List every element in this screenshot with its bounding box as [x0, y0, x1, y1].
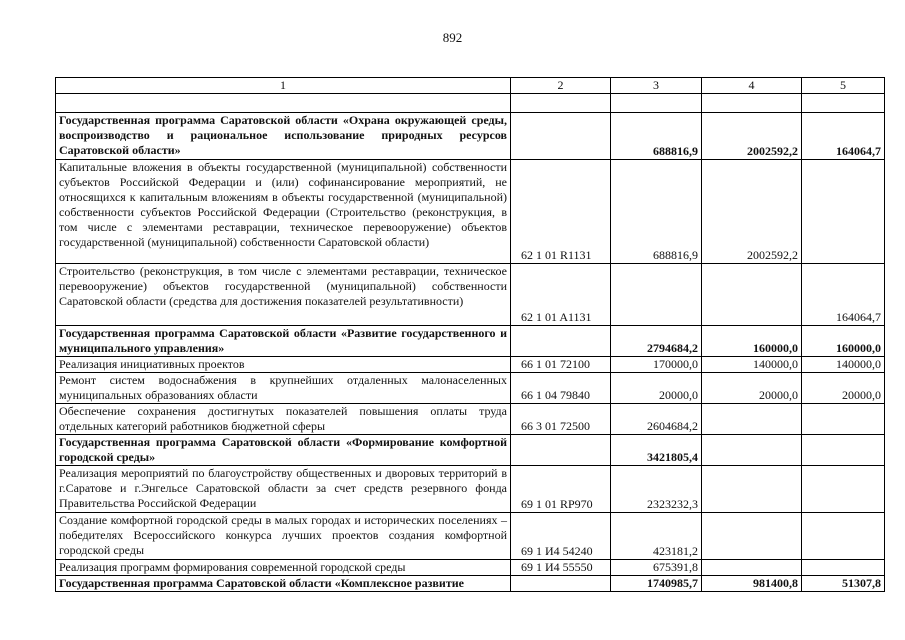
row-value-col4: 981400,8 [702, 576, 802, 592]
row-value-col3: 688816,9 [611, 160, 702, 264]
table-row [56, 466, 885, 513]
row-value-col4: 20000,0 [702, 373, 802, 404]
row-description: Государственная программа Саратовской области «Охрана окружающей среды, воспроизводство и рациональное использование природных ресурсов Саратовской области» [56, 113, 511, 160]
row-code [511, 435, 611, 466]
column-header: 1 [56, 78, 511, 94]
row-value-col3: 2794684,2 [611, 326, 702, 357]
row-description: Государственная программа Саратовской области «Развитие государственного и муниципального управления» [56, 326, 511, 357]
row-value-col5: 160000,0 [802, 326, 885, 357]
row-description: Реализация программ формирования современной городской среды [56, 560, 511, 576]
column-header: 5 [802, 78, 885, 94]
row-value-col3: 2323232,3 [611, 466, 702, 513]
row-code [511, 113, 611, 160]
row-value-col3: 2604684,2 [611, 404, 702, 435]
row-value-col5 [802, 560, 885, 576]
row-value-col5 [802, 435, 885, 466]
table-row [56, 264, 885, 326]
row-code: 62 1 01 R1131 [511, 160, 611, 264]
row-value-col3: 20000,0 [611, 373, 702, 404]
row-description: Реализация инициативных проектов [56, 357, 511, 373]
row-value-col5: 20000,0 [802, 373, 885, 404]
row-value-col5 [802, 160, 885, 264]
table-row [56, 513, 885, 560]
program-row [56, 326, 885, 357]
spacer-row [56, 94, 885, 113]
row-code: 69 1 И4 55550 [511, 560, 611, 576]
row-value-col3: 675391,8 [611, 560, 702, 576]
row-value-col3: 688816,9 [611, 113, 702, 160]
program-row [56, 435, 885, 466]
row-code: 66 3 01 72500 [511, 404, 611, 435]
row-value-col3: 1740985,7 [611, 576, 702, 592]
row-code: 69 1 И4 54240 [511, 513, 611, 560]
row-value-col4 [702, 404, 802, 435]
row-description: Капитальные вложения в объекты государственной (муниципальной) собственности субъектов Российской Федерации и (или) софинансирование мероприятий, не относящихся к капитальным вложениям в объекты государственной (муниципальной) собственности субъектов Российской Федерации (Строительство (реконструкция, в том числе с элементами реставрации, техническое перевооружение) объектов государственной (муниципальной) собственности Саратовской области) [56, 160, 511, 264]
row-value-col3: 423181,2 [611, 513, 702, 560]
row-code: 66 1 04 79840 [511, 373, 611, 404]
row-value-col3: 3421805,4 [611, 435, 702, 466]
row-description: Реализация мероприятий по благоустройству общественных и дворовых территорий в г.Саратове и г.Энгельсе Саратовской области за счет средств резервного фонда Правительства Российской Федерации [56, 466, 511, 513]
row-code [511, 326, 611, 357]
row-value-col5: 164064,7 [802, 264, 885, 326]
row-description: Ремонт систем водоснабжения в крупнейших отдаленных малонаселенных муниципальных образованиях области [56, 373, 511, 404]
row-value-col4: 2002592,2 [702, 160, 802, 264]
row-value-col5: 164064,7 [802, 113, 885, 160]
row-code: 62 1 01 A1131 [511, 264, 611, 326]
row-value-col4 [702, 560, 802, 576]
row-description: Государственная программа Саратовской области «Комплексное развитие [56, 576, 511, 592]
column-header: 2 [511, 78, 611, 94]
column-header-row [56, 78, 885, 94]
row-value-col5: 51307,8 [802, 576, 885, 592]
row-value-col3: 170000,0 [611, 357, 702, 373]
program-row [56, 576, 885, 592]
table-row [56, 404, 885, 435]
table-row [56, 160, 885, 264]
table-row [56, 373, 885, 404]
row-value-col5 [802, 513, 885, 560]
table-row [56, 560, 885, 576]
row-value-col4 [702, 435, 802, 466]
row-value-col5: 140000,0 [802, 357, 885, 373]
column-header: 3 [611, 78, 702, 94]
row-value-col4 [702, 466, 802, 513]
row-code [511, 576, 611, 592]
page-number: 892 [442, 30, 463, 45]
program-row [56, 113, 885, 160]
row-value-col5 [802, 404, 885, 435]
table-row [56, 357, 885, 373]
row-description: Обеспечение сохранения достигнутых показателей повышения оплаты труда отдельных категорий работников бюджетной сферы [56, 404, 511, 435]
row-description: Государственная программа Саратовской области «Формирование комфортной городской среды» [56, 435, 511, 466]
row-value-col4: 2002592,2 [702, 113, 802, 160]
column-header: 4 [702, 78, 802, 94]
row-value-col4: 160000,0 [702, 326, 802, 357]
row-value-col3 [611, 264, 702, 326]
row-code: 69 1 01 RP970 [511, 466, 611, 513]
row-value-col4: 140000,0 [702, 357, 802, 373]
row-description: Создание комфортной городской среды в малых городах и исторических поселениях – победителях Всероссийского конкурса лучших проектов создания комфортной городской среды [56, 513, 511, 560]
row-value-col5 [802, 466, 885, 513]
row-value-col4 [702, 264, 802, 326]
row-value-col4 [702, 513, 802, 560]
budget-table-body [56, 78, 885, 592]
budget-table [55, 77, 885, 592]
row-code: 66 1 01 72100 [511, 357, 611, 373]
row-description: Строительство (реконструкция, в том числе с элементами реставрации, техническое перевооружение) объектов государственной (муниципальной) собственности Саратовской области (средства для достижения показателей результативности) [56, 264, 511, 326]
